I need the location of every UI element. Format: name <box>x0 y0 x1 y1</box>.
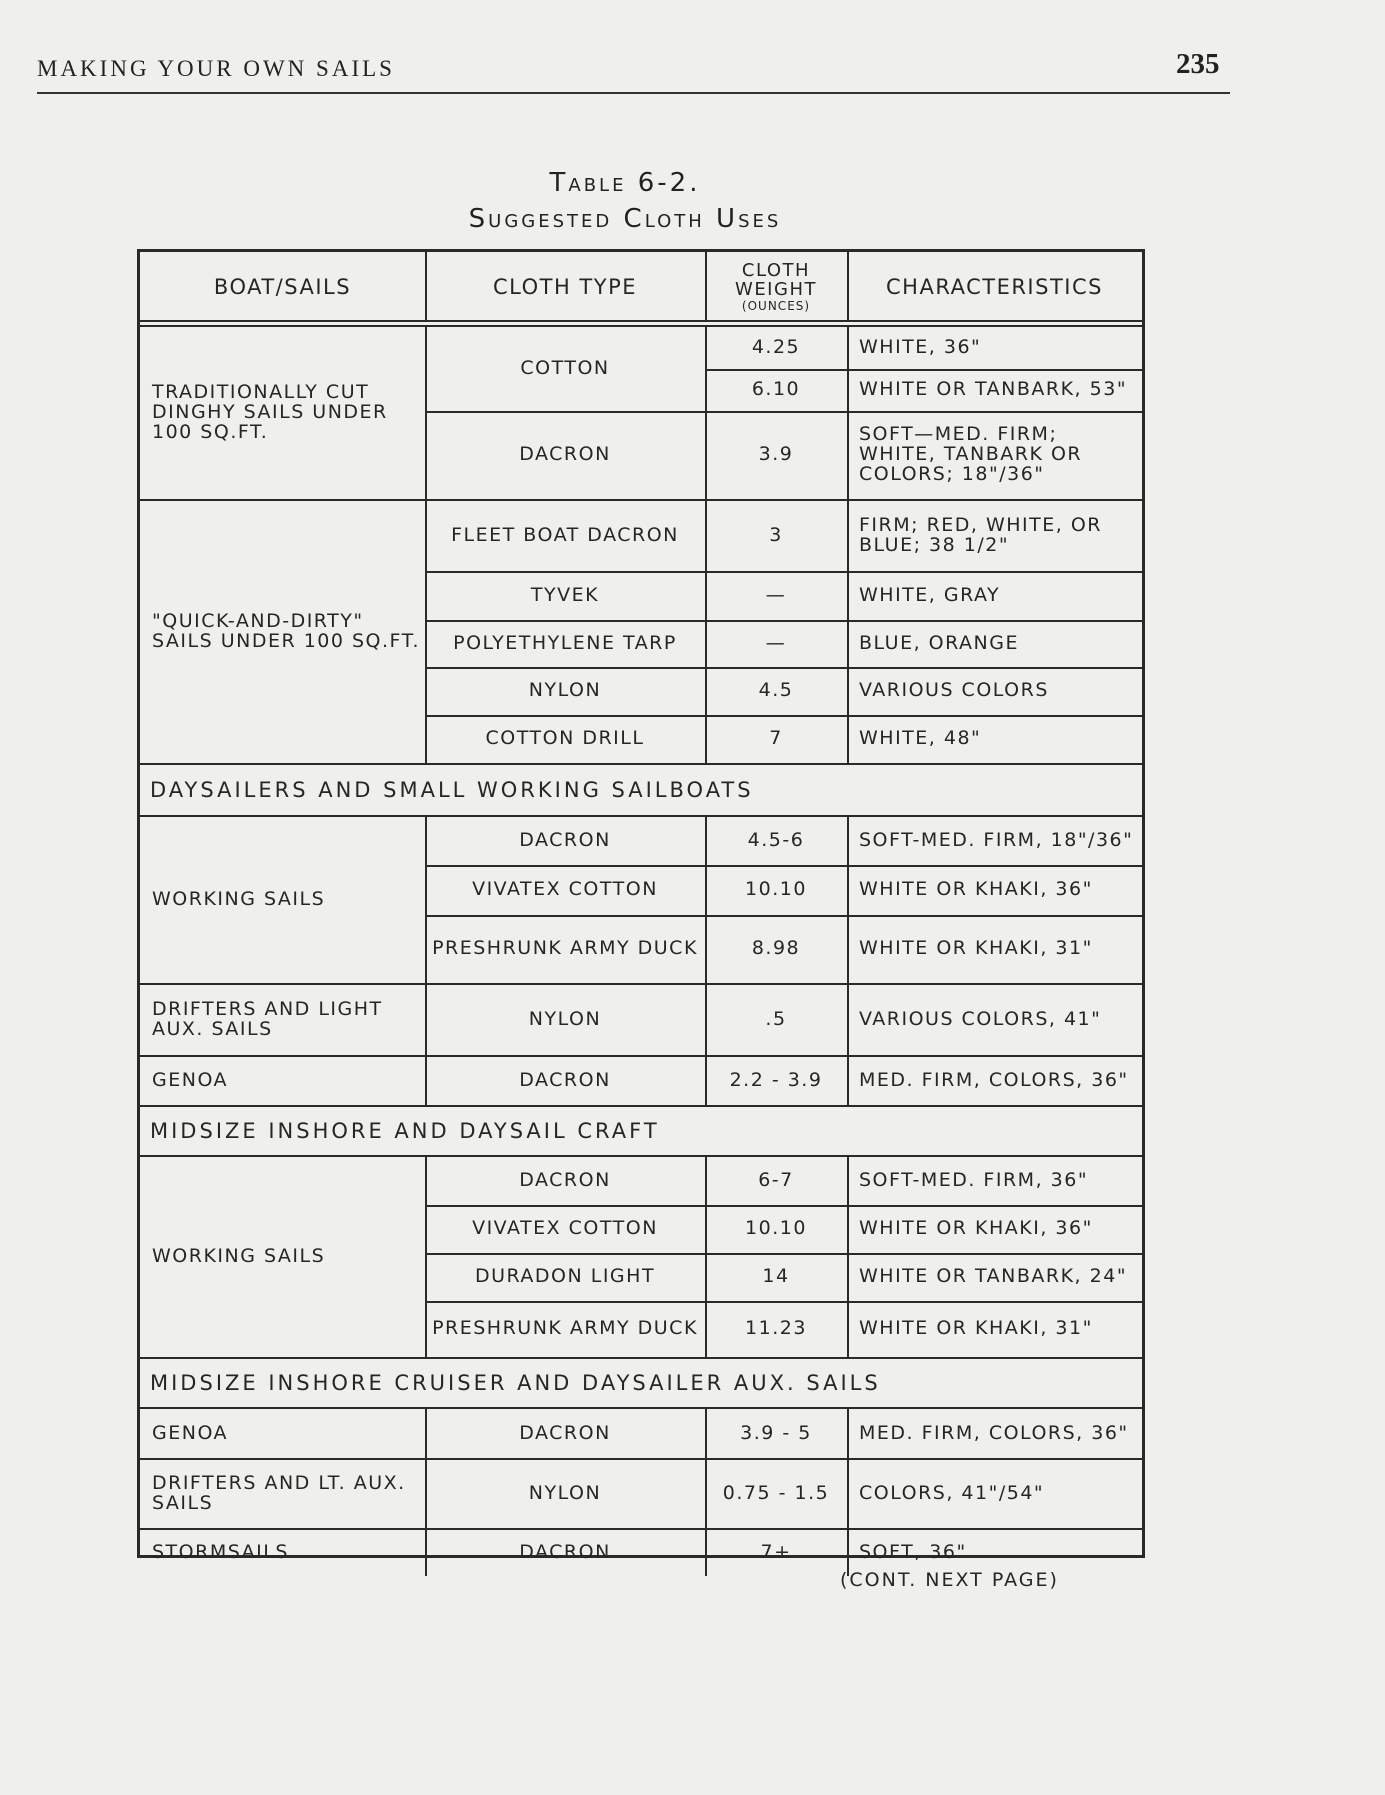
header-cloth-weight-label: CLOTH WEIGHT <box>735 259 817 300</box>
cloth-type-cell: NYLON <box>528 679 602 702</box>
continued-note: (CONT. NEXT PAGE) <box>840 1569 1059 1591</box>
cloth-type-cell: DACRON <box>519 829 611 852</box>
column-divider <box>847 252 849 322</box>
cloth-weight-cell: 4.25 <box>751 336 801 359</box>
header-rule <box>37 92 1230 94</box>
header-characteristics: CHARACTERISTICS <box>886 274 1103 299</box>
cloth-type-cell: TYVEK <box>530 583 600 606</box>
header-cloth-weight-unit: (OUNCES) <box>741 298 811 313</box>
cloth-weight-cell: 2.2 - 3.9 <box>729 1069 823 1092</box>
cloth-weight-cell: 3.9 <box>758 443 794 466</box>
characteristics-cell: VARIOUS COLORS <box>859 679 1049 702</box>
cloth-weight-cell: 3.9 - 5 <box>740 1421 812 1444</box>
page-number: 235 <box>1176 48 1220 80</box>
cloth-weight-cell: 10.10 <box>745 878 807 901</box>
cloth-weight-cell: 4.5 <box>758 679 794 702</box>
running-head: MAKING YOUR OWN SAILS <box>37 56 395 81</box>
cloth-type-cell: DACRON <box>519 1541 611 1564</box>
characteristics-cell: VARIOUS COLORS, 41" <box>859 1008 1102 1031</box>
cloth-type-cell: FLEET BOAT DACRON <box>451 524 679 547</box>
cloth-type-cell: DACRON <box>519 1169 611 1192</box>
cloth-weight-cell: 3 <box>769 524 783 547</box>
cloth-weight-cell: 7+ <box>760 1541 792 1564</box>
characteristics-cell: WHITE OR KHAKI, 31" <box>859 1317 1093 1340</box>
cloth-type-cell: DACRON <box>519 1069 611 1092</box>
cloth-weight-cell: 8.98 <box>751 937 801 960</box>
characteristics-cell: WHITE, GRAY <box>859 583 1001 606</box>
characteristics-cell: SOFT-MED. FIRM, 18"/36" <box>859 829 1134 852</box>
characteristics-cell: MED. FIRM, COLORS, 36" <box>859 1069 1129 1092</box>
cloth-weight-cell: 4.5-6 <box>747 829 805 852</box>
cloth-type-cell: COTTON <box>520 357 610 380</box>
cloth-type-cell: COTTON DRILL <box>485 727 645 750</box>
characteristics-cell: WHITE OR KHAKI, 36" <box>859 878 1093 901</box>
cloth-type-cell: NYLON <box>528 1482 602 1505</box>
characteristics-cell: WHITE OR KHAKI, 36" <box>859 1217 1093 1240</box>
boat-sails-cell: "QUICK-AND-DIRTY" SAILS UNDER 100 SQ.FT. <box>152 610 421 652</box>
cloth-weight-cell: 10.10 <box>745 1217 807 1240</box>
header-rule-bottom <box>140 320 1142 322</box>
characteristics-cell: SOFT—MED. FIRM; WHITE, TANBARK OR COLORS; 18"/36" <box>859 423 1083 485</box>
cloth-weight-cell: — <box>765 583 787 606</box>
cloth-weight-cell: 6.10 <box>751 378 801 401</box>
boat-sails-cell: WORKING SAILS <box>152 1245 326 1268</box>
cloth-weight-cell: .5 <box>765 1008 787 1031</box>
boat-sails-cell: DRIFTERS AND LT. AUX. SAILS <box>152 1472 406 1514</box>
cloth-type-cell: POLYETHYLENE TARP <box>453 631 677 654</box>
cloth-type-cell: DURADON LIGHT <box>474 1265 656 1288</box>
cloth-weight-cell: 6-7 <box>758 1169 794 1192</box>
cloth-weight-cell: 0.75 - 1.5 <box>722 1482 830 1505</box>
characteristics-cell: WHITE OR TANBARK, 53" <box>859 378 1128 401</box>
cloth-type-cell: DACRON <box>519 443 611 466</box>
characteristics-cell: WHITE OR KHAKI, 31" <box>859 937 1093 960</box>
section-heading: MIDSIZE INSHORE CRUISER AND DAYSAILER AUX. SAILS <box>150 1370 881 1395</box>
cloth-type-cell: PRESHRUNK ARMY DUCK <box>432 937 698 960</box>
cloth-uses-table <box>137 249 1145 1564</box>
cloth-type-cell: NYLON <box>528 1008 602 1031</box>
characteristics-cell: COLORS, 41"/54" <box>859 1482 1045 1505</box>
cloth-type-cell: VIVATEX COTTON <box>472 1217 658 1240</box>
characteristics-cell: WHITE OR TANBARK, 24" <box>859 1265 1128 1288</box>
boat-sails-cell: DRIFTERS AND LIGHT AUX. SAILS <box>152 998 383 1040</box>
characteristics-cell: SOFT-MED. FIRM, 36" <box>859 1169 1089 1192</box>
table-subtitle: Suggested Cloth Uses <box>468 204 782 234</box>
section-heading: MIDSIZE INSHORE AND DAYSAIL CRAFT <box>150 1118 660 1143</box>
column-divider <box>705 252 707 322</box>
characteristics-cell: FIRM; RED, WHITE, OR BLUE; 38 1/2" <box>859 514 1103 556</box>
cloth-weight-cell: 7 <box>769 727 783 750</box>
cloth-weight-cell: — <box>765 631 787 654</box>
cloth-weight-cell: 14 <box>762 1265 790 1288</box>
characteristics-cell: WHITE, 36" <box>859 336 982 359</box>
characteristics-cell: BLUE, ORANGE <box>859 631 1019 654</box>
header-cloth-weight <box>705 252 847 322</box>
cloth-weight-cell: 11.23 <box>745 1317 807 1340</box>
cloth-type-cell: PRESHRUNK ARMY DUCK <box>432 1317 698 1340</box>
characteristics-cell: SOFT, 36" <box>859 1541 967 1564</box>
boat-sails-cell: WORKING SAILS <box>152 888 326 911</box>
boat-sails-cell: STORMSAILS <box>152 1541 289 1564</box>
section-heading: DAYSAILERS AND SMALL WORKING SAILBOATS <box>150 777 754 802</box>
characteristics-cell: WHITE, 48" <box>859 727 982 750</box>
column-divider <box>425 252 427 322</box>
characteristics-cell: MED. FIRM, COLORS, 36" <box>859 1421 1129 1444</box>
cloth-type-cell: VIVATEX COTTON <box>472 878 658 901</box>
header-cloth-type: CLOTH TYPE <box>492 274 638 299</box>
boat-sails-cell: TRADITIONALLY CUT DINGHY SAILS UNDER 100 SQ.FT. <box>152 381 388 443</box>
table-title: Table 6-2. <box>549 168 701 198</box>
boat-sails-cell: GENOA <box>152 1069 229 1092</box>
cloth-type-cell: DACRON <box>519 1421 611 1444</box>
header-boat-sails: BOAT/SAILS <box>213 274 352 299</box>
boat-sails-cell: GENOA <box>152 1421 229 1444</box>
